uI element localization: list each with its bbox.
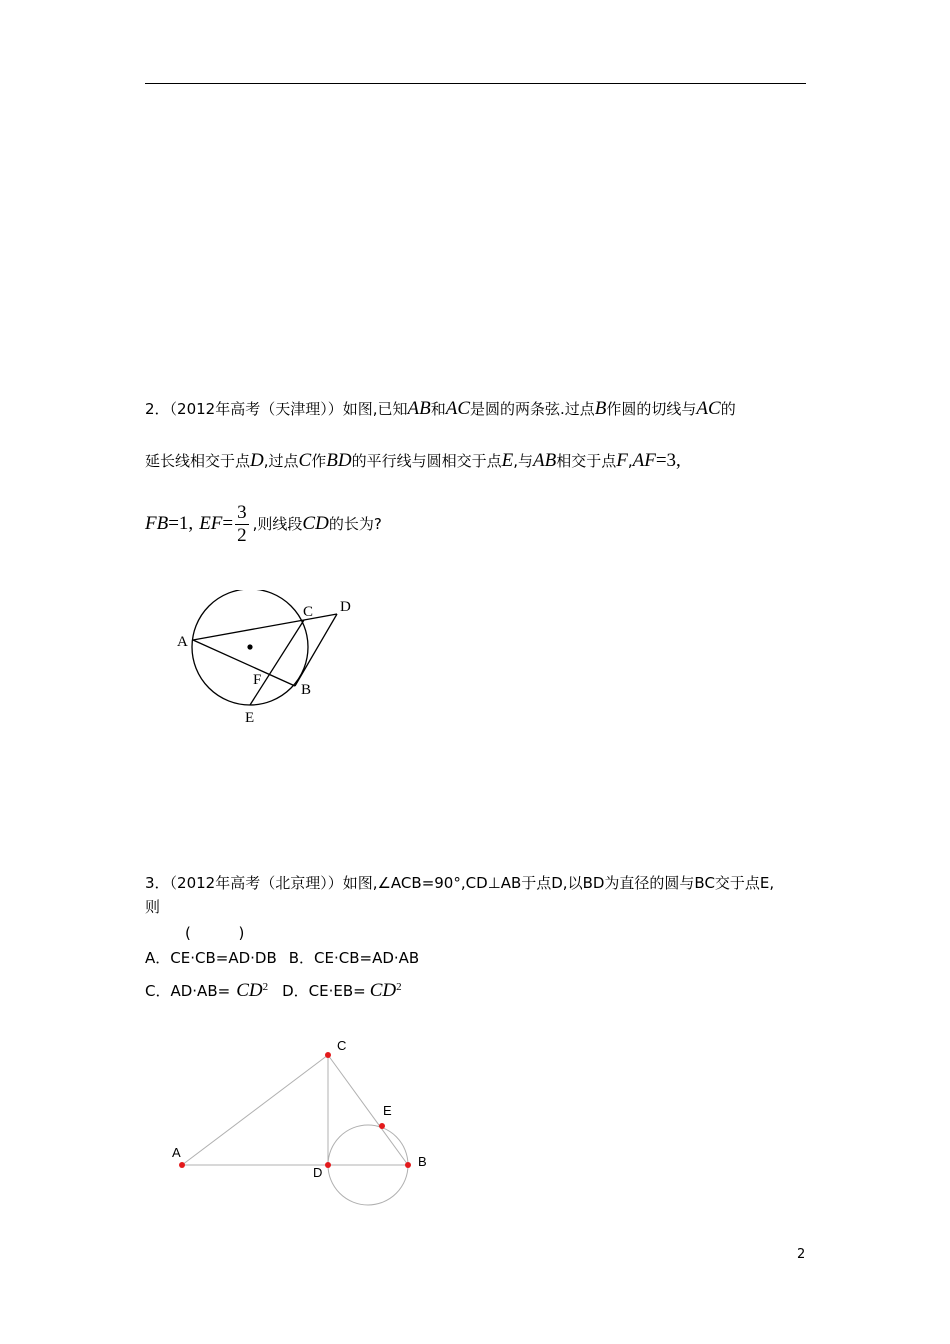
q3-option-a: A．CE·CB=AD·DB [145, 949, 277, 967]
q3-figure [165, 1035, 445, 1215]
q3-options-row-1 [145, 947, 419, 969]
q3-option-d: D．$CE\cdot EB= CD^2$ [282, 980, 402, 1001]
q3-option-c: C．$AD\cdot AB= CD^2$ [145, 980, 269, 1001]
q3-label-c: C [337, 1038, 347, 1053]
q2-label-d: D [340, 599, 351, 615]
q2-label-c: C [303, 604, 314, 620]
q2-line-3: FB=1, EF= $\frac{3}{2}$ ,则线段CD的长为? [145, 502, 382, 546]
q3-segment-ac [182, 1055, 328, 1165]
q2-label-f: F [253, 672, 262, 688]
q3-label-e: E [383, 1103, 392, 1118]
q3-segment-cb [328, 1055, 408, 1165]
q3-point-b [405, 1162, 411, 1168]
q2-line-2: 延长线相交于点D,过点C作BD的平行线与圆相交于点E,与AB相交于点F,AF=3, [145, 450, 681, 471]
q2-figure [170, 590, 370, 730]
q2-line-1: 2．（2012年高考（天津理））如图,已知AB和AC是圆的两条弦.过点B作圆的切线与AC的 [145, 398, 736, 419]
q3-options-row-2 [145, 976, 402, 1002]
q3-line-2: 则 [145, 898, 161, 916]
q2-label-a: A [177, 634, 188, 650]
q3-point-c [325, 1052, 331, 1058]
q2-chord-ce [250, 620, 304, 705]
q3-option-b: B．CE·CB=AD·AB [288, 949, 420, 967]
page-number: 2 [797, 1247, 806, 1262]
q2-label-b: B [301, 682, 312, 698]
q2-segment-ad [193, 620, 304, 640]
q3-point-d [325, 1162, 331, 1168]
header-rule [145, 83, 806, 84]
q3-line-1: 3．（2012年高考（北京理））如图,∠ACB=90°,CD⊥AB于点D,以BD为直径的圆与BC交于点E, [145, 874, 775, 892]
q2-circle-center [247, 644, 252, 649]
q3-label-b: B [418, 1154, 427, 1169]
q3-point-e [379, 1123, 385, 1129]
q3-answer-blank: ( ) [185, 924, 245, 942]
q3-label-d: D [313, 1165, 323, 1180]
q3-label-a: A [172, 1145, 181, 1160]
q2-chord-ab [193, 640, 295, 686]
fraction-three-halves: $\frac{3}{2}$ [237, 502, 247, 546]
q2-label-e: E [245, 710, 255, 726]
q3-point-a [179, 1162, 185, 1168]
